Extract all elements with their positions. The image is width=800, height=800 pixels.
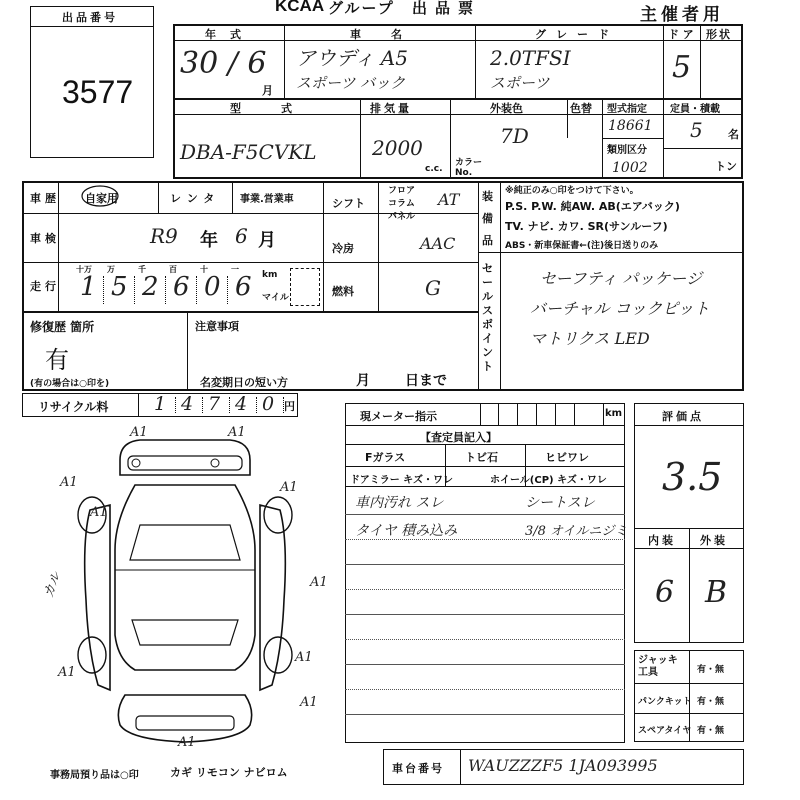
jack-yes-no: 有・無 [697, 665, 725, 675]
sheet-title: 出品票 [412, 0, 482, 17]
glass-label: Fガラス [365, 451, 406, 464]
ac-label: 冷房 [332, 242, 354, 255]
fuel-value: G [425, 276, 441, 300]
meter-unit: km [605, 408, 623, 419]
sales-point-2: バーチャル コックピット [530, 299, 710, 318]
spare-yes-no: 有・無 [697, 726, 725, 736]
recycle-unit: 円 [284, 400, 295, 413]
exterior-label: 外装 [700, 534, 728, 547]
model-value-line2: スポーツ バック [296, 74, 406, 92]
inspection-month: 月 [258, 230, 276, 251]
damage-mark: A1 [130, 425, 148, 440]
category-label: 類別区分 [607, 145, 647, 156]
mileage-unit-label: 十 [200, 265, 208, 274]
mirror-label: ドアミラー キズ・ワレ [350, 475, 453, 486]
shape-label: 形状 [706, 28, 732, 41]
puncture-yes-no: 有・無 [697, 697, 725, 707]
mileage-unit-label: 十万 [76, 265, 92, 274]
damage-mark: A1 [60, 475, 78, 490]
doors-label: ドア [668, 28, 698, 41]
model-label: 車名 [350, 28, 432, 41]
sales-point-1: セーフティ パッケージ [540, 269, 703, 288]
inspector-note-1: 車内汚れ スレ [355, 495, 444, 511]
damage-mark: A1 [178, 735, 196, 750]
side-note: カル [41, 570, 65, 600]
interior-value: 6 [655, 575, 675, 610]
footer-office-items: 事務局預り品は○印 [50, 770, 139, 781]
chassis-value: WAUZZZF5 1JA093995 [468, 756, 658, 775]
damage-mark: A1 [300, 695, 318, 710]
year-value: 30 / 6 [180, 46, 267, 81]
interior-label: 内装 [648, 534, 676, 547]
mileage-km: km [262, 270, 278, 280]
displacement-label: 排気量 [370, 102, 412, 115]
grade-value-line2: スポーツ [490, 74, 550, 92]
grade-label: グレード [535, 28, 619, 41]
mileage-digit: 1 [80, 272, 97, 302]
notes-month: 月 [356, 373, 370, 389]
damage-mark: A1 [228, 425, 246, 440]
recycle-label: リサイクル料 [38, 400, 109, 414]
year-label: 年式 [205, 28, 255, 41]
color-value: 7D [500, 124, 529, 148]
repair-label: 修復歴 箇所 [30, 320, 95, 334]
month-suffix: 月 [262, 84, 273, 97]
inspection-month-value: 6 [235, 224, 248, 248]
meter-label: 現メーター指示 [360, 410, 437, 423]
organizer-label: 主催者用 [640, 5, 724, 25]
capacity-value: 5 [690, 118, 703, 142]
category-value: 1002 [612, 160, 648, 176]
damage-mark: A1 [58, 665, 76, 680]
car-diagram [40, 420, 340, 760]
mileage-digit: 6 [173, 272, 190, 302]
history-rental: レンタ [170, 192, 221, 205]
exterior-value: B [705, 575, 728, 610]
equipment-line1: P.S. P.W. 純AW. AB(エアバック) [505, 200, 680, 213]
displacement-unit: c.c. [425, 164, 443, 174]
chip-label: トビ石 [465, 451, 498, 464]
equipment-line2: TV. ナビ. カワ. SR(サンルーフ) [505, 220, 668, 233]
inspector-note-2b: 3/8 オイルニジミ [525, 524, 628, 539]
type-designation-label: 型式指定 [607, 104, 647, 115]
mileage-unit-label: 百 [169, 265, 177, 274]
notes-day: 日まで [405, 373, 447, 389]
recycle-digit: 0 [262, 393, 275, 415]
shift-floor: フロア [388, 186, 416, 196]
doors-value: 5 [672, 50, 692, 85]
mileage-unit-box [290, 268, 320, 306]
history-business: 事業.営業車 [240, 194, 294, 205]
recycle-digit: 4 [181, 393, 194, 415]
mileage-unit-label: 万 [107, 265, 115, 274]
recycle-digit: 1 [154, 393, 167, 415]
type-label: 型式 [230, 102, 332, 115]
spare-label: スペアタイヤ [638, 726, 692, 736]
history-private: 自家用 [85, 192, 118, 205]
color-label: 外装色 [490, 102, 523, 115]
jack-label: ジャッキ工具 [638, 655, 678, 678]
inspection-label: 車検 [30, 232, 60, 245]
lot-number: 3577 [62, 74, 134, 110]
score-value: 3.5 [662, 455, 723, 499]
damage-mark: A1 [90, 505, 108, 520]
crack-label: ヒビワレ [545, 451, 589, 464]
wheel-label: ホイール(CP) キズ・ワレ [490, 475, 607, 486]
chassis-label: 車台番号 [392, 762, 444, 775]
inspection-value: R9 [150, 224, 178, 248]
mileage-unit-label: 一 [231, 265, 239, 274]
mileage-unit-label: 千 [138, 265, 146, 274]
inspector-label: 【査定員記入】 [420, 431, 497, 444]
shift-label: シフト [332, 197, 365, 210]
repair-value: 有 [45, 346, 69, 374]
sales-point-3: マトリクス LED [530, 329, 650, 348]
load-unit: トン [715, 160, 737, 173]
fuel-label: 燃料 [332, 285, 354, 298]
mileage-digit: 2 [142, 272, 159, 302]
model-value-line1: アウディ A5 [296, 46, 408, 70]
inspector-note-1b: シートスレ [525, 495, 595, 511]
history-label: 車歴 [30, 192, 60, 205]
capacity-unit: 名 [728, 128, 739, 141]
color-change-label: 色替 [570, 102, 592, 115]
repair-note: (有の場合は○印を) [30, 379, 110, 389]
equipment-label: 装備品 [482, 190, 493, 247]
damage-mark: A1 [310, 575, 328, 590]
score-label: 評価点 [662, 410, 704, 423]
group-label: グループ [328, 0, 395, 17]
equipment-line3: ABS・新車保証書←(注)後日送りのみ [505, 241, 659, 251]
shift-column: コラム [388, 199, 415, 209]
color-no-label: カラー No. [455, 158, 483, 178]
mileage-label: 走行 [30, 280, 60, 293]
damage-mark: A1 [295, 650, 313, 665]
shift-panel: パネル [388, 212, 416, 222]
lot-number-label: 出品番号 [62, 11, 118, 24]
capacity-label: 定員・積載 [670, 104, 720, 115]
shift-value: AT [438, 190, 460, 209]
recycle-digit: 7 [208, 393, 221, 415]
ac-value: AAC [420, 234, 456, 253]
displacement-value: 2000 [372, 136, 423, 160]
notes-label: 注意事項 [195, 320, 239, 333]
recycle-digit: 4 [235, 393, 248, 415]
mileage-digit: 5 [111, 272, 128, 302]
notes-expiry-label: 名変期日の短い方 [200, 376, 288, 389]
grade-value-line1: 2.0TFSI [490, 46, 571, 70]
type-designation-value: 18661 [608, 118, 653, 134]
type-value: DBA-F5CVKL [180, 140, 317, 164]
mileage-mile: マイル [262, 293, 289, 303]
company-logo: KCAA [275, 0, 325, 15]
damage-mark: A1 [280, 480, 298, 495]
equipment-note: ※純正のみ○印をつけて下さい。 [505, 186, 639, 196]
sales-points-label: セールスポイント [482, 262, 493, 373]
footer-items: カギ リモコン ナビロム [170, 766, 288, 779]
inspection-year: 年 [200, 230, 218, 251]
mileage-digit: 6 [235, 272, 252, 302]
puncture-label: パンクキット [638, 697, 692, 707]
mileage-digit: 0 [204, 272, 221, 302]
inspector-note-2: タイヤ 積み込み [355, 523, 458, 539]
